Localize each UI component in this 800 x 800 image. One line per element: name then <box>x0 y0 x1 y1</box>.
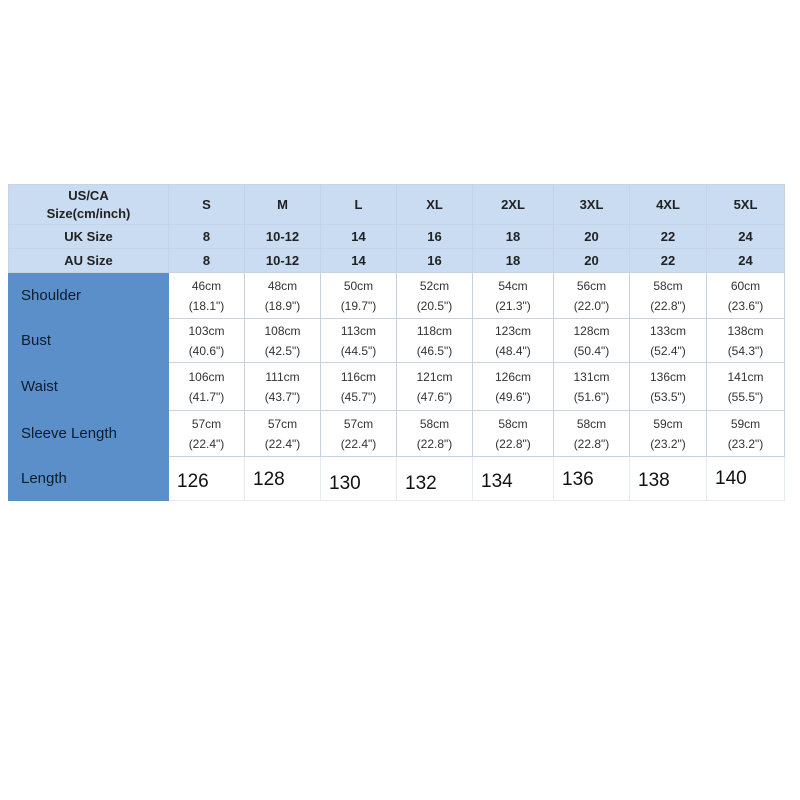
size-header-cell: 2XL <box>473 185 554 225</box>
measurement-inch: (18.1") <box>188 298 225 313</box>
measurement-inch: (22.0") <box>573 298 610 313</box>
measurement-inch: (44.5") <box>340 343 377 358</box>
length-value: 134 <box>481 470 513 492</box>
measurement-inch: (50.4") <box>573 343 610 358</box>
length-value: 130 <box>329 472 361 494</box>
measurement-cell <box>554 273 630 319</box>
measurement-cm: 118cm <box>416 323 453 338</box>
table-row <box>9 363 785 411</box>
length-cell <box>397 457 473 501</box>
au-size-cell: 18 <box>473 249 554 273</box>
measurement-cm: 48cm <box>267 278 298 293</box>
measurement-cm: 128cm <box>573 323 610 338</box>
length-cell <box>473 457 554 501</box>
measurement-cm: 58cm <box>419 416 450 431</box>
measurement-cell <box>321 273 397 319</box>
measurement-cm: 46cm <box>191 278 222 293</box>
measurement-cm: 59cm <box>730 416 761 431</box>
measurement-inch: (21.3") <box>495 298 531 313</box>
measurement-inch: (23.6") <box>727 298 764 313</box>
table-row-length <box>9 457 785 501</box>
header-row-uk <box>9 225 785 249</box>
measurement-inch: (22.8") <box>416 436 453 451</box>
au-size-cell: 22 <box>630 249 707 273</box>
table-row <box>9 319 785 363</box>
size-chart-table <box>8 184 785 501</box>
measurement-cell <box>473 411 554 457</box>
measurement-inch: (52.4") <box>650 343 686 358</box>
uk-size-cell: 24 <box>707 225 785 249</box>
measurement-cm: 133cm <box>649 323 687 338</box>
measurement-cm: 116cm <box>340 369 377 384</box>
measurement-cell <box>630 363 707 411</box>
measurement-cell <box>630 273 707 319</box>
measurement-inch: (18.9") <box>264 298 301 313</box>
table-row <box>9 273 785 319</box>
measurement-inch: (43.7") <box>264 389 301 404</box>
measurement-cm: 56cm <box>576 278 607 293</box>
measurement-cm: 103cm <box>188 323 225 338</box>
measurement-inch: (48.4") <box>495 343 531 358</box>
measurement-cell <box>321 363 397 411</box>
measurement-cell <box>321 319 397 363</box>
size-header-cell: XL <box>397 185 473 225</box>
measurement-cm: 60cm <box>730 278 761 293</box>
measurement-cm: 121cm <box>416 369 453 384</box>
measurement-cm: 111cm <box>265 369 300 384</box>
measurement-label: Waist <box>9 363 169 411</box>
uk-size-cell: 20 <box>554 225 630 249</box>
measurement-inch: (42.5") <box>264 343 301 358</box>
uk-size-cell: 18 <box>473 225 554 249</box>
measurement-cell <box>245 363 321 411</box>
size-chart <box>8 184 784 500</box>
measurement-inch: (51.6") <box>573 389 610 404</box>
measurement-cell <box>554 363 630 411</box>
measurement-cell <box>397 273 473 319</box>
measurement-cell <box>245 411 321 457</box>
measurement-inch: (41.7") <box>188 389 225 404</box>
size-header-cell: 4XL <box>630 185 707 225</box>
measurement-inch: (54.3") <box>727 343 764 358</box>
measurement-cell <box>630 319 707 363</box>
au-size-cell: 24 <box>707 249 785 273</box>
table-row <box>9 411 785 457</box>
length-value: 136 <box>562 468 594 490</box>
uk-size-cell: 14 <box>321 225 397 249</box>
length-label: Length <box>9 457 169 501</box>
measurement-cm: 108cm <box>264 323 301 338</box>
measurement-inch: (40.6") <box>188 343 225 358</box>
measurement-cell <box>707 319 785 363</box>
size-header-cell: 5XL <box>707 185 785 225</box>
measurement-cell <box>707 273 785 319</box>
measurement-inch: (45.7") <box>340 389 377 404</box>
measurement-label: Bust <box>9 319 169 363</box>
measurement-cm: 50cm <box>343 278 374 293</box>
length-cell <box>554 457 630 501</box>
measurement-inch: (23.2") <box>727 436 764 451</box>
measurement-inch: (22.8") <box>650 298 686 313</box>
length-value: 126 <box>177 470 209 492</box>
measurement-cell <box>245 273 321 319</box>
measurement-cell <box>473 273 554 319</box>
measurement-inch: (55.5") <box>727 389 764 404</box>
measurement-cell <box>397 363 473 411</box>
uk-size-cell: 16 <box>397 225 473 249</box>
length-cell <box>321 457 397 501</box>
measurement-cm: 58cm <box>576 416 607 431</box>
measurement-cell <box>473 363 554 411</box>
length-value: 132 <box>405 472 437 494</box>
measurement-cm: 57cm <box>191 416 222 431</box>
measurement-cell <box>630 411 707 457</box>
length-cell <box>245 457 321 501</box>
measurement-cm: 58cm <box>653 278 683 293</box>
uk-size-cell: 8 <box>169 225 245 249</box>
measurement-cell <box>169 363 245 411</box>
length-value: 128 <box>253 468 285 490</box>
us-size-label-line1: US/CA <box>68 187 109 203</box>
au-size-cell: 10-12 <box>245 249 321 273</box>
measurement-inch: (22.4") <box>340 436 377 451</box>
length-cell <box>169 457 245 501</box>
measurement-inch: (20.5") <box>416 298 453 313</box>
measurement-cell <box>169 319 245 363</box>
measurement-cell <box>707 363 785 411</box>
header-row-au <box>9 249 785 273</box>
au-size-cell: 8 <box>169 249 245 273</box>
uk-size-cell: 22 <box>630 225 707 249</box>
au-size-cell: 16 <box>397 249 473 273</box>
measurement-inch: (49.6") <box>495 389 531 404</box>
measurement-cm: 52cm <box>419 278 450 293</box>
au-size-cell: 14 <box>321 249 397 273</box>
size-header-cell: S <box>169 185 245 225</box>
measurement-inch: (22.8") <box>495 436 531 451</box>
measurement-cm: 58cm <box>498 416 528 431</box>
measurement-cm: 113cm <box>340 323 377 338</box>
measurement-cm: 141cm <box>727 369 764 384</box>
measurement-cm: 59cm <box>653 416 683 431</box>
measurement-inch: (23.2") <box>650 436 686 451</box>
measurement-inch: (53.5") <box>650 389 686 404</box>
measurement-inch: (19.7") <box>340 298 377 313</box>
measurement-cm: 126cm <box>494 369 532 384</box>
measurement-cm: 57cm <box>267 416 298 431</box>
length-cell <box>630 457 707 501</box>
measurement-cell <box>473 319 554 363</box>
measurement-cell <box>321 411 397 457</box>
length-value: 138 <box>638 469 670 491</box>
length-value: 140 <box>715 467 747 489</box>
measurement-cm: 106cm <box>188 369 225 384</box>
us-size-label <box>9 185 169 225</box>
size-header-cell: 3XL <box>554 185 630 225</box>
measurement-inch: (46.5") <box>416 343 453 358</box>
measurement-inch: (22.4") <box>264 436 301 451</box>
measurement-cell <box>397 319 473 363</box>
header-row-us <box>9 185 785 225</box>
uk-size-cell: 10-12 <box>245 225 321 249</box>
au-size-label: AU Size <box>9 249 169 273</box>
size-header-cell: L <box>321 185 397 225</box>
measurement-cell <box>169 411 245 457</box>
length-cell <box>707 457 785 501</box>
measurement-cm: 136cm <box>649 369 687 384</box>
measurement-label: Sleeve Length <box>9 411 169 457</box>
measurement-cm: 123cm <box>494 323 532 338</box>
measurement-cm: 57cm <box>343 416 374 431</box>
size-header-cell: M <box>245 185 321 225</box>
measurement-cell <box>169 273 245 319</box>
measurement-rows <box>9 273 785 457</box>
measurement-cm: 131cm <box>573 369 610 384</box>
measurement-cell <box>707 411 785 457</box>
measurement-inch: (22.8") <box>573 436 610 451</box>
measurement-cell <box>397 411 473 457</box>
measurement-label: Shoulder <box>9 273 169 319</box>
measurement-inch: (47.6") <box>416 389 453 404</box>
measurement-cell <box>554 411 630 457</box>
au-size-cell: 20 <box>554 249 630 273</box>
us-size-label-line2: Size(cm/inch) <box>46 205 131 221</box>
measurement-cell <box>245 319 321 363</box>
uk-size-label: UK Size <box>9 225 169 249</box>
measurement-cm: 54cm <box>498 278 528 293</box>
measurement-cell <box>554 319 630 363</box>
measurement-inch: (22.4") <box>188 436 225 451</box>
measurement-cm: 138cm <box>727 323 764 338</box>
